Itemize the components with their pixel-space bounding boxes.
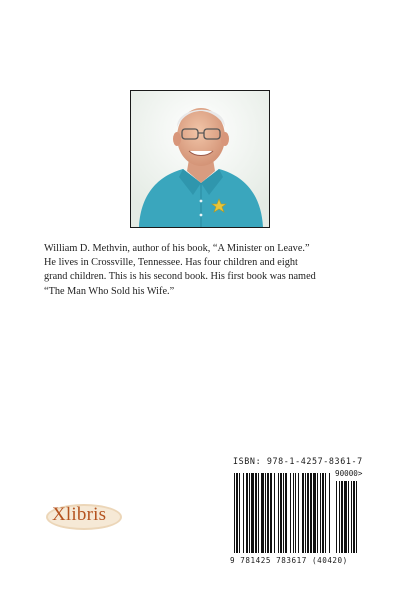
bio-line: William D. Methvin, author of his book, “A Minister on Leave.” [44,243,310,254]
barcode-bar [265,473,266,553]
barcode-bar [307,473,309,553]
barcode-bar [261,473,264,553]
barcode-bar [317,473,318,553]
barcode-addon-bar [348,481,349,553]
barcode-addon-bar [341,481,343,553]
barcode-bar [310,473,312,553]
barcode-addon-code: 90000> [335,469,363,478]
bio-line: grand children. This is his second book. His first book was named [44,271,316,283]
barcode-addon-bar [344,481,347,553]
barcode-digits: 9 781425 783617 (40420) [230,556,348,565]
barcode-addon-bar [353,481,355,553]
barcode-bar [293,473,294,553]
barcode-bar [285,473,287,553]
barcode-bar [290,473,291,553]
barcode-bar [243,473,244,553]
barcode-bar [283,473,284,553]
barcode-bar [239,473,240,553]
barcode-bar [270,473,272,553]
barcode-bar [295,473,296,553]
author-bio [44,242,360,299]
barcode-bar [251,473,254,553]
barcode-addon-bar [356,481,357,553]
barcode-bar [325,473,326,553]
barcode-bar [267,473,269,553]
publisher-logo-text: Xlibris [52,504,107,525]
barcode-bar [280,473,282,553]
isbn-label: ISBN: 978-1-4257-8361-7 [233,456,363,466]
barcode-addon-bar [336,481,337,553]
barcode-bar [246,473,248,553]
barcode-bar [313,473,316,553]
barcode-bar [274,473,275,553]
barcode-bar [236,473,238,553]
barcode-addon-bar [339,481,340,553]
barcode-bar [305,473,306,553]
publisher-logo [44,500,128,532]
barcode-bar [258,473,259,553]
author-photo [130,90,270,228]
barcode-bar [298,473,299,553]
bio-line: He lives in Crossville, Tennessee. Has four children and eight [44,257,298,269]
barcode-bar [320,473,321,553]
barcode-bar [322,473,324,553]
barcode-addon-bar [351,481,352,553]
barcode-bar [255,473,257,553]
barcode-bar [278,473,279,553]
barcode-bars [230,469,364,555]
barcode [230,469,364,555]
barcode-bar [234,473,235,553]
barcode-bar [302,473,304,553]
barcode-bar [249,473,250,553]
bio-line: “The Man Who Sold his Wife.” [44,285,175,297]
barcode-bar [329,473,330,553]
